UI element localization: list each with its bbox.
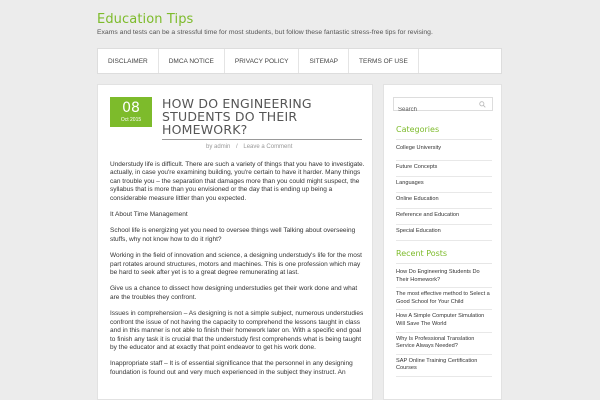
title-divider <box>162 139 362 140</box>
category-item[interactable]: Special Education <box>396 225 492 241</box>
post-paragraph: Issues in comprehension – As designing is not a simple subject, numerous understudies confront the issue of not having the capacity to comprehend the lessons taught in class and in this manner is not able to finish their homework later on. With a specific end goal to finish any task it is crucial that the understudy first comprehends what is being taught by the educator and at exactly that point endeavor to get his work done. <box>110 310 364 351</box>
recent-post-item[interactable]: SAP Online Training Certification Courses <box>396 355 492 377</box>
category-item[interactable]: Languages <box>396 177 492 193</box>
post-paragraph: It About Time Management <box>110 211 188 219</box>
recent-posts-list <box>396 267 492 377</box>
post-meta-by: by <box>206 144 213 150</box>
search-box <box>393 97 493 111</box>
nav-item-dmca-notice[interactable]: DMCA NOTICE <box>159 49 225 73</box>
recent-posts-title: Recent Posts <box>396 249 448 258</box>
post-date-day: 08 <box>122 100 140 116</box>
recent-post-item[interactable]: How A Simple Computer Simulation Will Save The World <box>396 310 492 332</box>
category-item[interactable]: Future Concepts <box>396 161 492 177</box>
nav-item-terms-of-use[interactable]: TERMS OF USE <box>349 49 419 73</box>
search-input[interactable] <box>394 104 474 116</box>
post-body <box>110 161 365 385</box>
recent-posts-divider <box>396 263 492 264</box>
category-item[interactable]: Online Education <box>396 193 492 209</box>
post-author-link[interactable]: admin <box>214 144 231 150</box>
category-item[interactable]: College University <box>396 145 492 161</box>
categories-title: Categories <box>396 125 440 134</box>
post-paragraph: Inappropriate staff – It is of essential significance that the personnel in any designing foundation is found out and very much experienced in the subject they instruct. An <box>110 360 353 376</box>
leave-comment-link[interactable]: Leave a Comment <box>243 144 293 150</box>
categories-list <box>396 145 492 241</box>
nav-item-sitemap[interactable]: SITEMAP <box>299 49 349 73</box>
post-meta-separator: / <box>236 144 238 150</box>
main-nav <box>97 48 502 74</box>
post-paragraph: Understudy life is difficult. There are such a variety of things that you have to investigate. actually, in case you're examining building, you're certain to have it harder. Many things can trouble you – the separation that damages more than you could might suspect, the syllabus that is more than you envisioned or the day that is ending up being a considerable measure littler than you expected. <box>110 161 365 202</box>
post-paragraph: School life is energizing yet you need to oversee things well Talking about overseeing stuffs, why not know how to do it right? <box>110 227 356 243</box>
sidebar <box>383 84 502 400</box>
categories-divider <box>396 139 492 140</box>
post-paragraph: Working in the field of innovation and science, a designing understudy's life for the most part rotates around structures, motors and machines. This is one profession which may be hard to seek after yet is to a great degree remunerating at last. <box>110 252 362 277</box>
post-paragraph: Give us a chance to dissect how designing understudies get their work done and what are the troubles they confront. <box>110 285 358 301</box>
recent-post-item[interactable]: How Do Engineering Students Do Their Homework? <box>396 267 492 288</box>
nav-item-disclaimer[interactable]: DISCLAIMER <box>98 49 159 73</box>
post-date-month: Oct 2015 <box>120 117 142 123</box>
search-icon[interactable] <box>479 101 486 108</box>
category-item[interactable]: Reference and Education <box>396 209 492 225</box>
post-date-badge <box>110 97 152 127</box>
post-title[interactable]: HOW DO ENGINEERING STUDENTS DO THEIR HOMEWORK? <box>162 96 312 137</box>
recent-post-item[interactable]: Why Is Professional Translation Service Always Needed? <box>396 333 492 355</box>
post-article <box>97 84 373 400</box>
site-title[interactable]: Education Tips <box>97 12 194 27</box>
site-description: Exams and tests can be a stressful time for most students, but follow these fantastic stress-free tips for revising. <box>97 29 433 36</box>
post-meta <box>206 144 292 150</box>
nav-item-privacy-policy[interactable]: PRIVACY POLICY <box>225 49 300 73</box>
recent-post-item[interactable]: The most effective method to Select a Good School for Your Child <box>396 288 492 310</box>
